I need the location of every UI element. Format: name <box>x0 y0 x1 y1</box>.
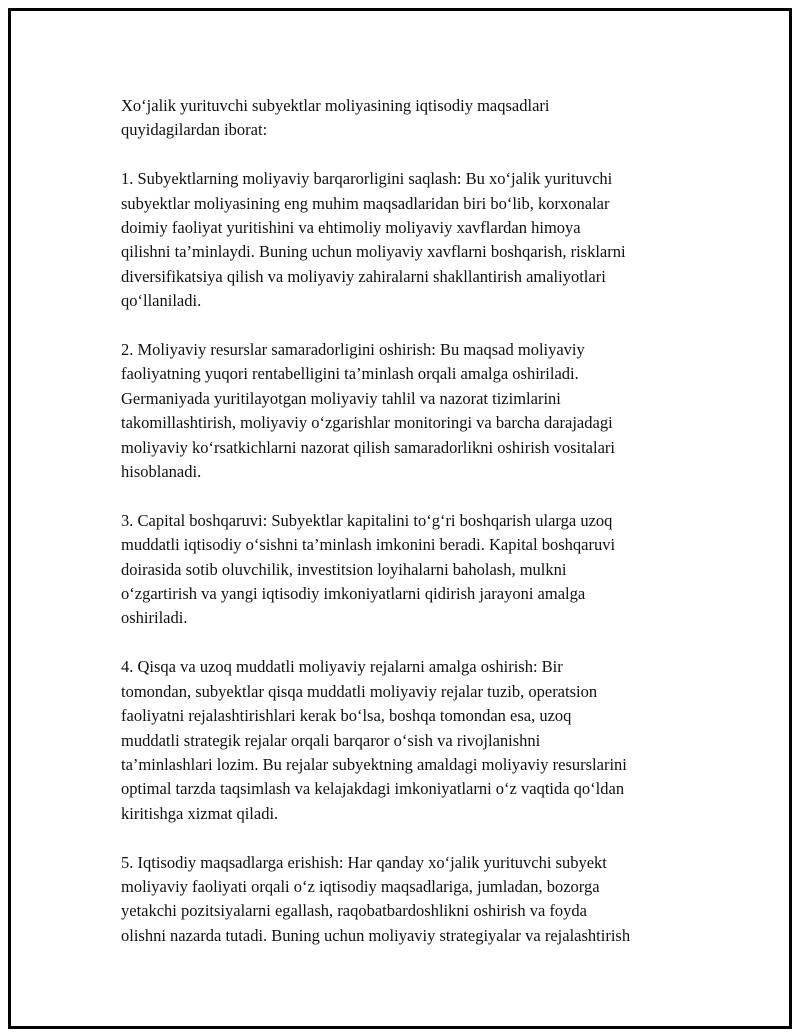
document-page <box>8 8 792 1029</box>
text-line: diversifikatsiya qilish va moliyaviy zahiralarni shakllantirish amaliyotlari <box>121 266 606 286</box>
text-line: moliyaviy ko‘rsatkichlarni nazorat qilish samaradorlikni oshirish vositalari <box>121 437 615 457</box>
text-line: Germaniyada yuritilayotgan moliyaviy tahlil va nazorat tizimlarini <box>121 388 561 408</box>
text-line: oshiriladi. <box>121 608 188 628</box>
text-line: faoliyatning yuqori rentabelligini ta’minlash orqali amalga oshiriladi. <box>121 364 579 384</box>
text-line: takomillashtirish, moliyaviy o‘zgarishlar monitoringi va barcha darajadagi <box>121 413 613 433</box>
paragraph-item-3 <box>121 509 701 631</box>
text-line: tomondan, subyektlar qisqa muddatli moliyaviy rejalar tuzib, operatsion <box>121 681 598 701</box>
text-line: quyidagilardan iborat: <box>121 120 268 140</box>
text-line: moliyaviy faoliyati orqali o‘z iqtisodiy maqsadlariga, jumladan, bozorga <box>121 876 600 896</box>
paragraph-item-1 <box>121 167 701 313</box>
text-line: doimiy faoliyat yuritishini va ehtimoliy moliyaviy xavflardan himoya <box>121 218 581 238</box>
text-line: faoliyatni rejalashtirishlari kerak bo‘lsa, boshqa tomondan esa, uzoq <box>121 706 572 726</box>
text-line: subyektlar moliyasining eng muhim maqsadlaridan biri bo‘lib, korxonalar <box>121 193 610 213</box>
text-line: qilishni ta’minlaydi. Buning uchun moliyaviy xavflarni boshqarish, risklarni <box>121 242 626 262</box>
paragraph-item-4 <box>121 655 701 826</box>
text-line: muddatli iqtisodiy o‘sishni ta’minlash imkonini beradi. Kapital boshqaruvi <box>121 535 616 555</box>
text-line: Xo‘jalik yurituvchi subyektlar moliyasining iqtisodiy maqsadlari <box>121 96 550 115</box>
document-body <box>121 94 701 973</box>
text-line: olishni nazarda tutadi. Buning uchun moliyaviy strategiyalar va rejalashtirish <box>121 925 631 945</box>
text-line: muddatli strategik rejalar orqali barqaror o‘sish va rivojlanishni <box>121 730 541 750</box>
paragraph-item-5 <box>121 851 701 949</box>
text-line: o‘zgartirish va yangi iqtisodiy imkoniyatlarni qidirish jarayoni amalga <box>121 584 586 604</box>
text-line: qo‘llaniladi. <box>121 291 202 311</box>
text-line: kiritishga xizmat qiladi. <box>121 803 279 823</box>
text-line: 1. Subyektlarning moliyaviy barqarorligini saqlash: Bu xo‘jalik yurituvchi <box>121 169 613 189</box>
text-line: hisoblanadi. <box>121 462 202 482</box>
text-line: ta’minlashlari lozim. Bu rejalar subyektning amaldagi moliyaviy resurslarini <box>121 754 627 774</box>
text-line: yetakchi pozitsiyalarni egallash, raqobatbardoshlikni oshirish va foyda <box>121 901 587 921</box>
text-line: doirasida sotib oluvchilik, investitsion loyihalarni baholash, mulkni <box>121 559 567 579</box>
text-line: optimal tarzda taqsimlash va kelajakdagi imkoniyatlarni o‘z vaqtida qo‘ldan <box>121 779 625 799</box>
text-line: 4. Qisqa va uzoq muddatli moliyaviy rejalarni amalga oshirish: Bir <box>121 657 563 677</box>
text-line: 5. Iqtisodiy maqsadlarga erishish: Har qanday xo‘jalik yurituvchi subyekt <box>121 852 607 872</box>
paragraph-item-2 <box>121 338 701 484</box>
text-line: 2. Moliyaviy resurslar samaradorligini oshirish: Bu maqsad moliyaviy <box>121 340 585 360</box>
paragraph-intro <box>121 94 701 143</box>
text-line: 3. Capital boshqaruvi: Subyektlar kapitalini to‘g‘ri boshqarish ularga uzoq <box>121 510 613 530</box>
